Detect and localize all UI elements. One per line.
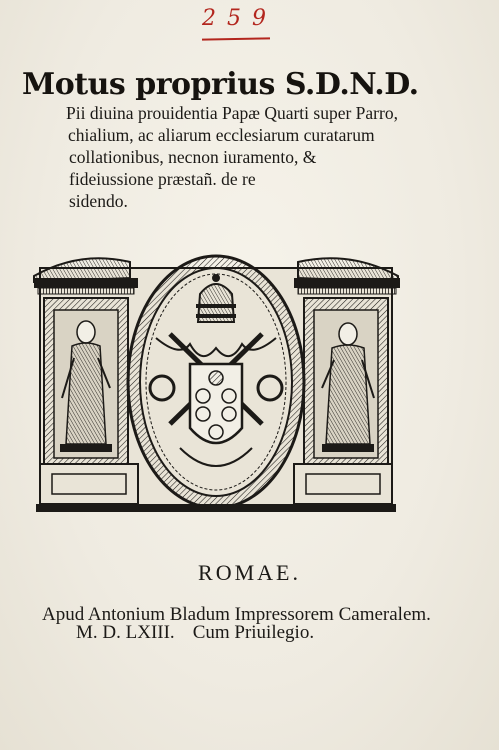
handwritten-folio-text: 2 5 9 bbox=[202, 6, 268, 31]
imprint-printer: Apud Antonium Bladum Impressorem Cameralem. bbox=[42, 604, 431, 625]
title-line-5: sidendo. bbox=[69, 191, 128, 211]
title-line-3: collationibus, necnon iuramento, & bbox=[69, 147, 317, 167]
right-saint-figure bbox=[304, 298, 388, 464]
imprint-date-line bbox=[76, 621, 476, 645]
imprint-place: ROMAE. bbox=[198, 560, 301, 585]
title-line-4: fideiussione præstañ. de re bbox=[69, 169, 256, 189]
papal-arms-woodcut bbox=[30, 248, 402, 522]
handwritten-folio-number bbox=[198, 4, 272, 44]
medici-coat-of-arms bbox=[128, 256, 304, 508]
title-line-1: Pii diuina prouidentia Papæ Quarti super Parro, bbox=[66, 103, 398, 123]
imprint-date: M. D. LXIII. bbox=[76, 622, 175, 643]
imprint-privilege: Cum Priuilegio. bbox=[192, 622, 315, 643]
handwritten-underline bbox=[202, 37, 270, 40]
title-heading: Motus proprius S.D.N.D. bbox=[22, 67, 419, 102]
right-pediment bbox=[294, 258, 400, 294]
left-saint-figure bbox=[44, 298, 128, 464]
title-block bbox=[20, 68, 490, 212]
title-line-2: chialium, ac aliarum ecclesiarum curatarum bbox=[68, 125, 375, 145]
left-pediment bbox=[34, 258, 138, 294]
